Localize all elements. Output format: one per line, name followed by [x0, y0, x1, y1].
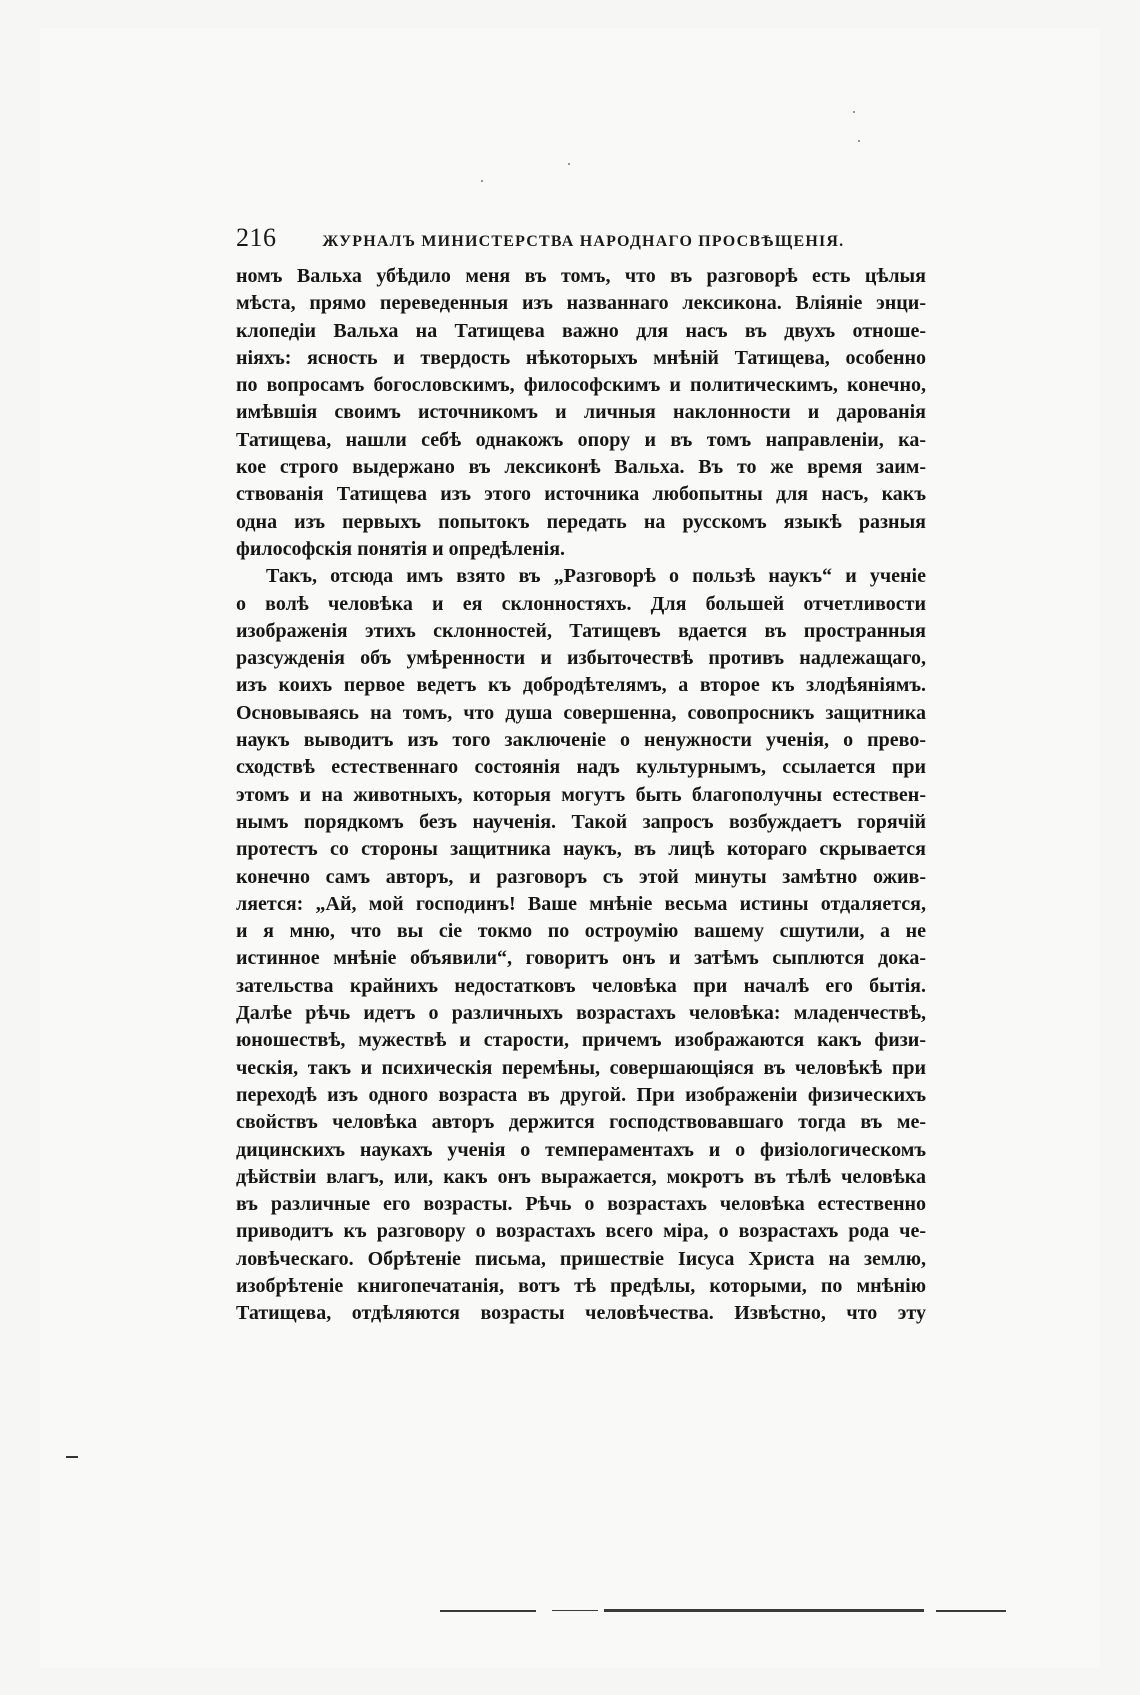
- running-title: ЖУРНАЛЪ МИНИСТЕРСТВА НАРОДНАГО ПРОСВѢЩЕНІЯ.: [322, 233, 845, 250]
- text-line: ніяхъ: ясность и твердость нѣкоторыхъ мнѣній Татищева, особенно: [236, 346, 926, 369]
- scan-speck: [853, 111, 855, 113]
- text-line: изобрѣтеніе книгопечатанія, вотъ тѣ предѣлы, которыми, по мнѣнію: [236, 1274, 926, 1297]
- text-line: Татищева, отдѣляются возрасты человѣчества. Извѣстно, что эту: [236, 1302, 926, 1325]
- text-line: зательства крайнихъ недостатковъ человѣка при началѣ его бытія.: [236, 974, 926, 997]
- scan-speck: [858, 140, 860, 142]
- text-line: Основываясь на томъ, что душа совершенна, совопросникъ защитника: [236, 701, 926, 724]
- text-line: кое строго выдержано въ лексиконѣ Вальха. Въ то же время заим-: [236, 456, 926, 479]
- text-line: наукъ выводитъ изъ того заключеніе о ненужности ученія, о прево-: [236, 729, 926, 752]
- text-line: юношествѣ, мужествѣ и старости, причемъ изображаются какъ физи-: [236, 1029, 926, 1052]
- text-line: о волѣ человѣка и ея склонностяхъ. Для большей отчетливости: [236, 592, 926, 615]
- text-line: въ различные его возрасты. Рѣчь о возрастахъ человѣка естественно: [236, 1193, 926, 1216]
- text-line: изъ коихъ первое ведетъ къ добродѣтелямъ, а второе къ злодѣяніямъ.: [236, 674, 926, 697]
- text-line: приводитъ къ разговору о возрастахъ всего міра, о возрастахъ рода че-: [236, 1220, 926, 1243]
- text-line: изображенія этихъ склонностей, Татищевъ вдается въ пространныя: [236, 619, 926, 642]
- text-line: дѣйствіи влагъ, или, какъ онъ выражается, мокротъ въ тѣлѣ человѣка: [236, 1165, 926, 1188]
- page-number: 216: [236, 223, 277, 252]
- text-line: одна изъ первыхъ попытокъ передать на русскомъ языкѣ разныя: [236, 510, 926, 533]
- text-line: дицинскихъ наукахъ ученія о темпераментахъ и о физіологическомъ: [236, 1138, 926, 1161]
- text-line: свойствъ человѣка авторъ держится господствовавшаго тогда въ ме-: [236, 1111, 926, 1134]
- text-line: имѣвшія своимъ источникомъ и личныя наклонности и дарованія: [236, 401, 926, 424]
- scan-edge-rule: [440, 1610, 536, 1612]
- text-line: сходствѣ естественнаго состоянія надъ культурнымъ, ссылается при: [236, 756, 926, 779]
- scan-edge-rule: [604, 1609, 924, 1612]
- scan-edge-rule: [936, 1610, 1006, 1612]
- text-line: клопедіи Вальха на Татищева важно для насъ въ двухъ отноше-: [236, 319, 926, 342]
- text-line: ствованія Татищева изъ этого источника любопытны для насъ, какъ: [236, 483, 926, 506]
- text-line: разсужденія объ умѣренности и избыточествѣ противъ надлежащаго,: [236, 647, 926, 670]
- text-line: Татищева, нашли себѣ однакожъ опору и въ томъ направленіи, ка-: [236, 428, 926, 451]
- scan-edge-rule: [552, 1610, 598, 1611]
- paragraph-end-line: философскія понятія и опредѣленія.: [236, 537, 566, 560]
- text-line: и я мню, что вы сіе токмо по остроумію вашему сшутили, а не: [236, 920, 926, 943]
- body-text: [236, 263, 926, 1328]
- text-line: конечно самъ авторъ, и разговоръ съ этой минуты замѣтно ожив-: [236, 865, 926, 888]
- text-line: мѣста, прямо переведенныя изъ названнаго лексикона. Вліяніе энци-: [236, 292, 926, 315]
- text-line: ловѣческаго. Обрѣтеніе письма, пришествіе Іисуса Христа на землю,: [236, 1247, 926, 1270]
- text-line: ческія, такъ и психическія перемѣны, совершающіяся въ человѣкѣ при: [236, 1056, 926, 1079]
- text-line: протестъ со стороны защитника наукъ, въ лицѣ котораго скрывается: [236, 838, 926, 861]
- text-line: истинное мнѣніе объявили“, говоритъ онъ и затѣмъ сыплются дока-: [236, 947, 926, 970]
- scan-speck: [568, 163, 570, 165]
- text-line: переходѣ изъ одного возраста въ другой. При изображеніи физическихъ: [236, 1083, 926, 1106]
- page-header: [236, 223, 926, 263]
- text-line: нымъ порядкомъ безъ наученія. Такой запросъ возбуждаетъ горячій: [236, 810, 926, 833]
- paragraph-start-line: Такъ, отсюда имъ взято въ „Разговорѣ о пользѣ наукъ“ и ученіе: [266, 565, 926, 588]
- scan-speck: [481, 180, 483, 182]
- text-line: Далѣе рѣчь идетъ о различныхъ возрастахъ человѣка: младенчествѣ,: [236, 1002, 926, 1025]
- text-line: этомъ и на животныхъ, которыя могутъ быть благополучны естествен-: [236, 783, 926, 806]
- margin-mark: [66, 1456, 78, 1458]
- text-line: номъ Вальха убѣдило меня въ томъ, что въ разговорѣ есть цѣлыя: [236, 265, 926, 287]
- text-line: по вопросамъ богословскимъ, философскимъ и политическимъ, конечно,: [236, 374, 926, 397]
- text-line: ляется: „Ай, мой господинъ! Ваше мнѣніе весьма истины отдаляется,: [236, 892, 926, 915]
